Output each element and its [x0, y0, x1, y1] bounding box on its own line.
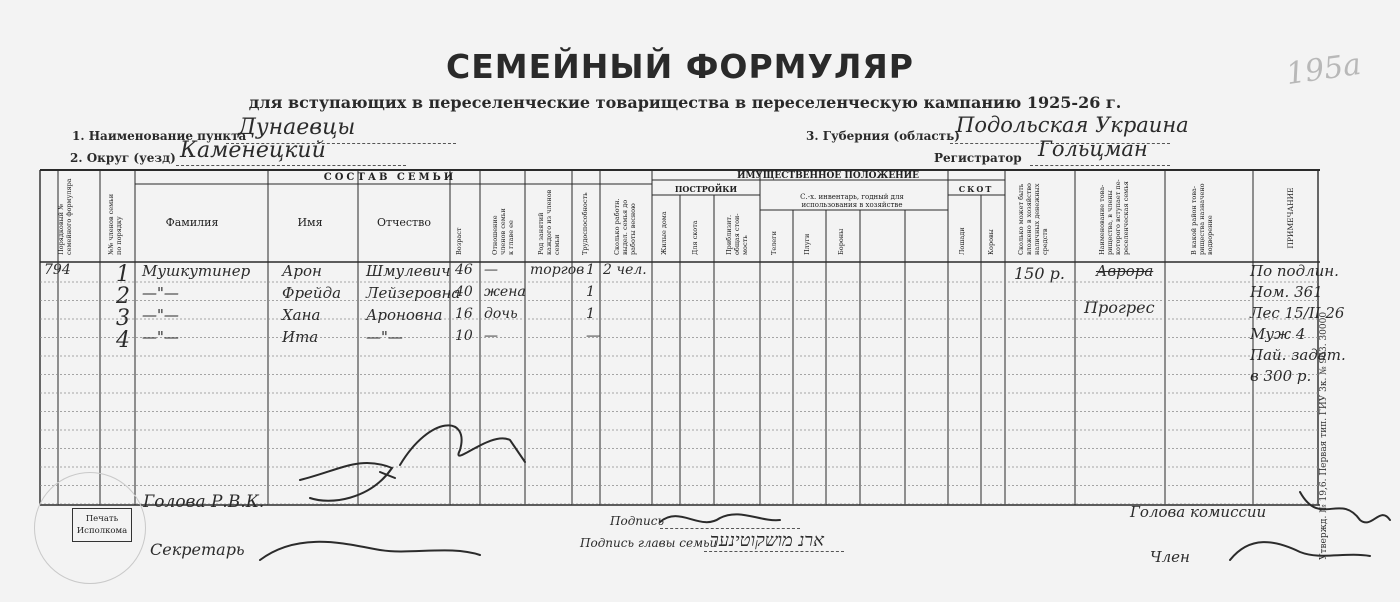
signature-4 — [1300, 492, 1390, 522]
primechanie-line-3: Лес 15/II 26 — [1250, 304, 1345, 322]
seal-line-2: Исполкома — [76, 526, 128, 536]
primechanie-header: ПРИМЕЧАНИЕ — [1286, 187, 1295, 249]
header-rayon-3: водворение — [1206, 215, 1214, 255]
header-vozrast: Возраст — [455, 227, 463, 255]
okrug-value: Каменецкий — [180, 138, 326, 163]
podpis-glavy-label: Подпись главы семьи — [580, 536, 718, 550]
cell-vozrast-row-3: 16 — [455, 306, 473, 322]
inventar-header-1: С.-х. инвентарь, годный для — [800, 193, 904, 201]
dengi-value: 150 р. — [1014, 264, 1065, 283]
header-col-num-1: Порядковый № — [57, 203, 65, 255]
cell-otchestvo-row-3: Ароновна — [366, 306, 443, 324]
podpis-label: Подпись — [610, 514, 665, 528]
header-trudosposobnost: Трудоспособность — [581, 192, 589, 255]
header-dengi-1: Сколько может быть — [1017, 183, 1025, 255]
predsedatel-label: Голова Р.В.К. — [143, 492, 265, 512]
header-borony: Бороны — [837, 228, 845, 255]
header-dlya-skota: Для скота — [691, 220, 699, 255]
primechanie-line-1: По подлин. — [1250, 262, 1339, 280]
archive-number: 195а — [1283, 46, 1364, 93]
primechanie-line-2: Ном. 361 — [1250, 283, 1323, 301]
header-rod-zanyatiy-2: каждого из членов — [545, 189, 553, 255]
cell-member-row-1: 1 — [116, 262, 130, 287]
header-skolko-rabotn-1: Сколько работн. — [613, 198, 621, 255]
cell-trud-row-4: — — [586, 328, 600, 344]
header-rayon-2: рищества назначено — [1198, 183, 1206, 255]
registrator-value: Гольцман — [1038, 137, 1148, 161]
familiya-header: Фамилия — [165, 216, 219, 229]
signature-3 — [260, 542, 480, 560]
header-dengi-4: средств — [1041, 228, 1049, 255]
cell-familiya-row-3: —"— — [142, 306, 179, 324]
signature-2 — [300, 463, 395, 501]
glava-signature: ארנ מושקוטינער — [710, 530, 824, 551]
otchestvo-header: Отчество — [377, 216, 431, 229]
cell-num-row-1: 794 — [44, 262, 71, 278]
header-tovarishch-2: рищества, в члены — [1106, 190, 1114, 255]
header-rayon-1: В какой район това- — [1190, 185, 1198, 255]
header-skolko-rabotn-2: выдел. семья до — [621, 199, 629, 255]
sekretar-label: Секретарь — [150, 540, 245, 559]
cell-trud-row-3: 1 — [586, 306, 595, 322]
signature-5 — [1230, 542, 1370, 560]
header-loshadi: Лошади — [958, 227, 966, 255]
imya-header: Имя — [297, 216, 323, 229]
cell-member-row-4: 4 — [116, 328, 130, 353]
header-otnoshenie-1: Отношение — [491, 215, 499, 255]
header-plugi: Плуги — [803, 233, 811, 255]
punkt-label: 1. Наименование пункта — [72, 129, 247, 143]
imush-header: ИМУЩЕСТВЕННОЕ ПОЛОЖЕНИЕ — [736, 171, 920, 181]
cell-rab-row-1: 2 чел. — [603, 262, 647, 278]
cell-vozrast-row-1: 46 — [455, 262, 473, 278]
header-rod-zanyatiy-1: Род занятий — [537, 212, 545, 255]
inventar-header-2: использования в хозяйстве — [801, 201, 903, 209]
header-stoimost-1: Приблизит. — [725, 214, 733, 255]
cell-otchestvo-row-4: —"— — [366, 328, 403, 346]
header-stoimost-3: мость — [741, 235, 749, 255]
postroyki-header: ПОСТРОЙКИ — [674, 184, 738, 194]
printer-note: Утвержд. № 19,6. Первая тип. ГИУ 3к. № 963. 30000 — [1319, 311, 1329, 560]
page-title: СЕМЕЙНЫЙ ФОРМУЛЯР — [446, 47, 914, 86]
cell-vozrast-row-2: 40 — [455, 284, 473, 300]
cell-trud-row-1: 1 — [586, 262, 595, 278]
cell-trud-row-2: 1 — [586, 284, 595, 300]
cell-otn-row-3: дочь — [484, 306, 518, 322]
cell-otn-row-1: — — [484, 262, 498, 278]
cell-familiya-row-4: —"— — [142, 328, 179, 346]
header-otnoshenie-3: к главе ее — [507, 220, 515, 255]
cell-imya-row-3: Хана — [282, 306, 321, 324]
header-telegi: Телеги — [770, 231, 778, 255]
header-zhilye: Жилые дома — [660, 211, 668, 255]
header-otnoshenie-2: членов семьи — [499, 208, 507, 255]
punkt-value: Дунаевцы — [238, 115, 356, 140]
guberniya-label: 3. Губерния (область) — [806, 129, 960, 143]
cell-imya-row-2: Фрейда — [282, 284, 342, 302]
sostav-header: СОСТАВ СЕМЬИ — [323, 172, 457, 183]
header-col-num-2: семейного формуляра — [65, 178, 73, 255]
cell-familiya-row-1: Мушкутинер — [142, 262, 251, 280]
cell-rod-row-1: торгов — [530, 262, 585, 278]
cell-member-row-2: 2 — [116, 284, 130, 309]
cell-familiya-row-2: —"— — [142, 284, 179, 302]
signature-6 — [660, 514, 780, 522]
golova-komisii-label: Голова комиссии — [1130, 503, 1267, 521]
seal-line-1: Печать — [85, 514, 119, 524]
cell-otn-row-4: — — [484, 328, 498, 344]
tovarishch-value-2: Прогрес — [1084, 298, 1155, 317]
header-dengi-2: вложено в хозяйство — [1025, 183, 1033, 255]
page-subtitle: для вступающих в переселенческие товарищества в переселенческую кампанию 1925-26 г. — [248, 93, 1122, 112]
cell-imya-row-1: Арон — [282, 262, 322, 280]
cell-imya-row-4: Ита — [282, 328, 319, 346]
skot-header: СКОТ — [958, 184, 994, 194]
header-col-member-1: №№ членов семьи — [107, 193, 115, 255]
guberniya-value: Подольская Украина — [956, 113, 1189, 137]
cell-otn-row-2: жена — [484, 284, 526, 300]
header-korovy: Коровы — [987, 229, 995, 255]
header-tovarishch-4: реселенческая семья — [1122, 181, 1130, 255]
header-skolko-rabotn-3: работы весною — [629, 203, 637, 255]
header-col-member-2: по порядку — [115, 216, 123, 255]
registrator-label: Регистратор — [934, 151, 1022, 165]
header-rod-zanyatiy-3: семьи — [553, 234, 561, 255]
okrug-label: 2. Округ (уезд) — [70, 151, 176, 165]
header-dengi-3: наличных денежных — [1033, 183, 1041, 255]
cell-otchestvo-row-1: Шмулевич — [366, 262, 451, 280]
primechanie-line-6: в 300 р. — [1250, 367, 1312, 385]
signature-1 — [400, 425, 525, 465]
primechanie-line-5: Пай. задат. — [1250, 346, 1346, 364]
header-tovarishch-3: которого вступает пе- — [1114, 179, 1122, 255]
chlen-label: Член — [1150, 548, 1190, 566]
header-stoimost-2: общая стои- — [733, 213, 741, 255]
cell-vozrast-row-4: 10 — [455, 328, 473, 344]
cell-member-row-3: 3 — [116, 306, 130, 331]
cell-otchestvo-row-2: Лейзеровна — [366, 284, 461, 302]
tovarishch-value-1: Аврора — [1096, 262, 1154, 280]
primechanie-line-4: Муж 4 — [1250, 325, 1306, 343]
header-tovarishch-1: Наименование това- — [1098, 184, 1106, 255]
